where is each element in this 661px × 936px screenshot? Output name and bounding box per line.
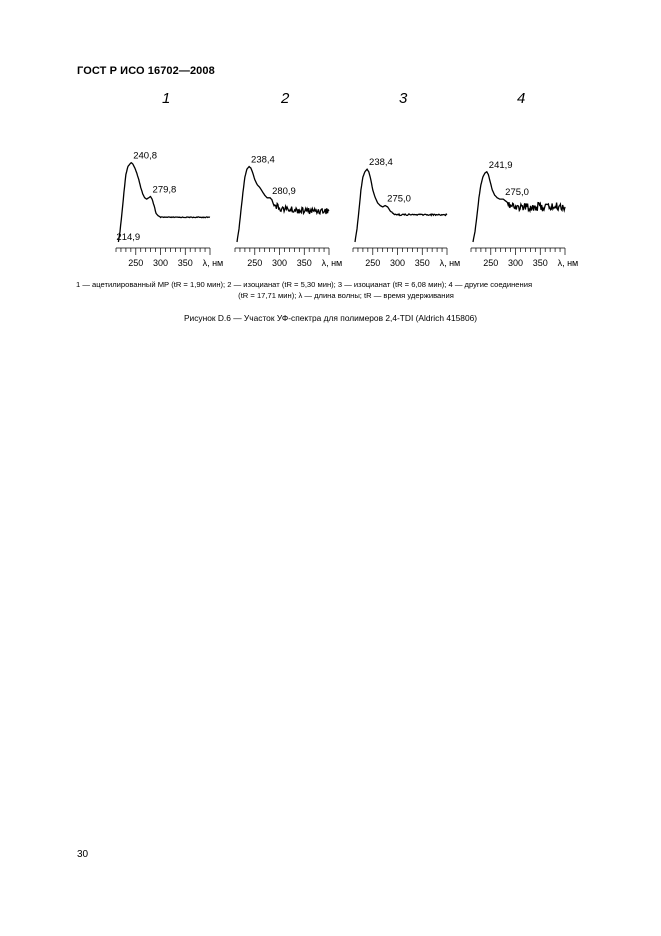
- peak-label: 280,9: [272, 185, 296, 197]
- document-header: ГОСТ Р ИСО 16702—2008: [77, 65, 215, 77]
- spectrum-panel-4: [455, 90, 579, 272]
- legend-line-2: (tR = 17,71 мин); λ — длина волны; tR — время удерживания: [238, 290, 454, 300]
- spectrum-panel-2: [219, 90, 343, 272]
- page-number: 30: [77, 849, 89, 860]
- x-axis-unit: λ, нм: [202, 258, 224, 268]
- panel-number: 4: [517, 90, 526, 107]
- panel-number: 3: [399, 90, 408, 107]
- legend-line-1: 1 — ацетилированный МР (tR = 1,90 мин); 2 — изоцианат (tR = 5,30 мин); 3 — изоцианат (tR = 6,08 мин); 4 — другие соединения: [76, 280, 533, 289]
- x-axis-unit: λ, нм: [557, 258, 579, 268]
- spectrum-plot: [219, 90, 343, 272]
- spectrum-line: [355, 169, 447, 242]
- spectrum-line: [118, 163, 210, 242]
- peak-label: 279,8: [152, 184, 177, 196]
- x-tick-label: 350: [296, 258, 312, 268]
- x-tick-label: 300: [153, 258, 169, 268]
- x-tick-label: 250: [247, 258, 263, 268]
- uv-spectrum-figure: [100, 90, 580, 280]
- x-tick-label: 350: [177, 258, 193, 268]
- peak-label: 238,4: [369, 157, 393, 169]
- x-tick-label: 300: [508, 258, 524, 268]
- x-tick-label: 300: [390, 258, 406, 268]
- spectrum-panel-3: [337, 90, 461, 272]
- figure-caption: Рисунок D.6 — Участок УФ-спектра для полимеров 2,4-TDI (Aldrich 415806): [183, 313, 478, 323]
- panel-number: 2: [281, 90, 290, 107]
- peak-label: 275,0: [505, 187, 529, 199]
- peak-label: 214,9: [116, 232, 141, 243]
- peak-label: 238,4: [251, 154, 275, 166]
- spectrum-panel-1: [100, 90, 224, 272]
- peak-label: 275,0: [387, 193, 411, 205]
- panel-number: 1: [162, 90, 171, 107]
- figure-legend: [76, 280, 616, 301]
- spectrum-plot: [455, 90, 579, 272]
- x-axis-unit: λ, нм: [439, 258, 461, 268]
- spectrum-line: [473, 172, 565, 242]
- spectrum-line: [237, 167, 329, 242]
- x-tick-label: 250: [483, 258, 499, 268]
- spectrum-plot: [337, 90, 461, 272]
- x-tick-label: 300: [272, 258, 288, 268]
- x-tick-label: 250: [128, 258, 144, 268]
- peak-label: 240,8: [133, 150, 158, 162]
- x-tick-label: 350: [532, 258, 548, 268]
- spectrum-plot: [100, 90, 224, 272]
- x-tick-label: 350: [414, 258, 430, 268]
- peak-label: 241,9: [488, 159, 513, 171]
- x-tick-label: 250: [365, 258, 381, 268]
- x-axis-unit: λ, нм: [321, 258, 343, 268]
